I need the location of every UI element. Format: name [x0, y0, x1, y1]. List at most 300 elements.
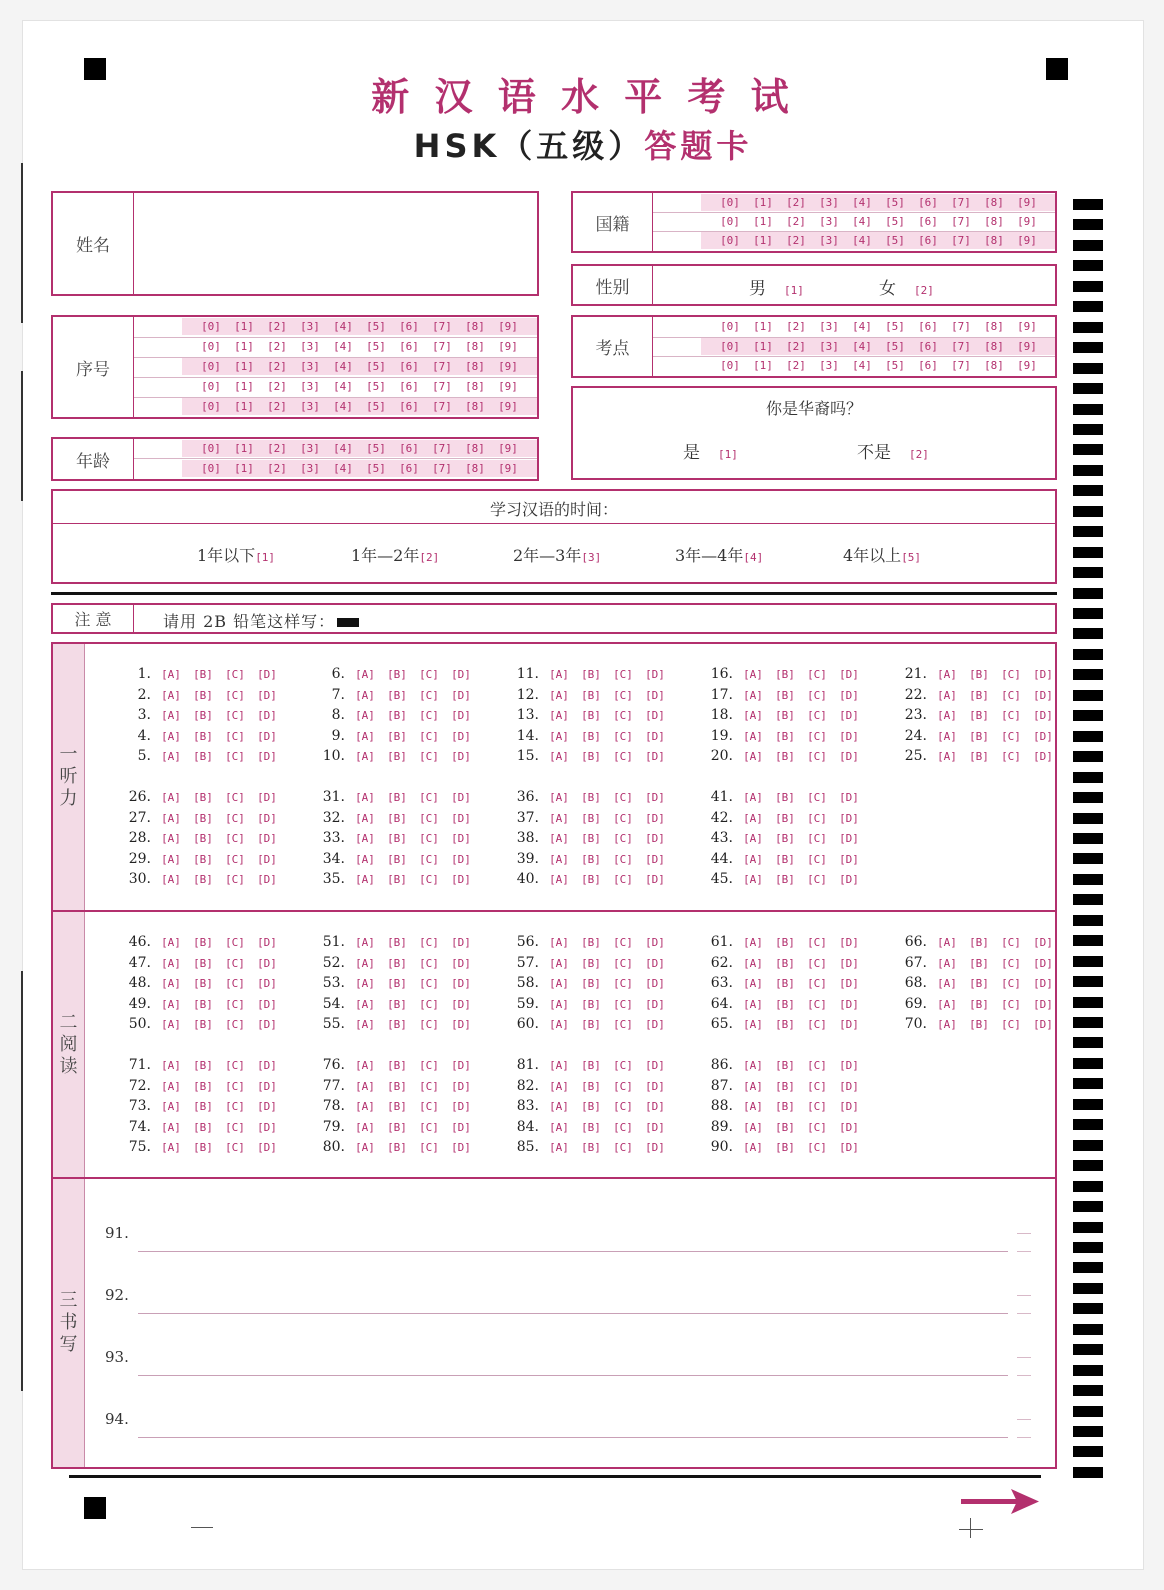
writing-item-93[interactable] — [105, 1347, 1055, 1377]
answer-bubble-35-c[interactable]: [C] — [419, 873, 439, 887]
answer-bubble-84-b[interactable]: [B] — [581, 1120, 601, 1134]
gender-female[interactable]: 女 [2] — [879, 279, 934, 299]
answer-bubble-56-c[interactable]: [C] — [613, 936, 633, 949]
answer-bubble-39-a[interactable]: [A] — [549, 852, 569, 866]
answer-bubble-10-a[interactable]: [A] — [355, 750, 375, 764]
answer-bubble-43-d[interactable]: [D] — [839, 832, 859, 846]
answer-bubble-35-a[interactable]: [A] — [355, 873, 375, 887]
answer-bubble-87-c[interactable]: [C] — [807, 1079, 827, 1093]
answer-bubble-2-c[interactable]: [C] — [225, 688, 245, 702]
answer-bubble-50-a[interactable]: [A] — [161, 1018, 181, 1032]
answer-bubble-36-a[interactable]: [A] — [549, 791, 569, 804]
answer-bubble-47-b[interactable]: [B] — [193, 956, 213, 970]
answer-bubble-18-a[interactable]: [A] — [743, 709, 763, 723]
answer-bubble-26-c[interactable]: [C] — [225, 791, 245, 804]
digit-row[interactable]: [0] [1] [2] [3] [4] [5] [6] [7] [8] [9] — [201, 320, 518, 333]
answer-bubble-58-b[interactable]: [B] — [581, 977, 601, 991]
answer-bubble-16-d[interactable]: [D] — [839, 668, 859, 681]
answer-bubble-31-d[interactable]: [D] — [451, 791, 471, 804]
answer-bubble-16-a[interactable]: [A] — [743, 668, 763, 681]
answer-bubble-33-c[interactable]: [C] — [419, 832, 439, 846]
answer-bubble-77-c[interactable]: [C] — [419, 1079, 439, 1093]
answer-bubble-60-d[interactable]: [D] — [645, 1018, 665, 1032]
digit-row[interactable]: [0] [1] [2] [3] [4] [5] [6] [7] [8] [9] — [201, 360, 518, 373]
answer-bubble-90-c[interactable]: [C] — [807, 1141, 827, 1155]
answer-bubble-69-d[interactable]: [D] — [1033, 997, 1053, 1011]
gender-male[interactable]: 男 [1] — [749, 279, 804, 299]
study-option-4[interactable]: 3年—4年[4] — [675, 546, 764, 565]
answer-bubble-15-c[interactable]: [C] — [613, 750, 633, 764]
answer-bubble-3-a[interactable]: [A] — [161, 709, 181, 723]
answer-bubble-59-d[interactable]: [D] — [645, 997, 665, 1011]
answer-bubble-65-b[interactable]: [B] — [775, 1018, 795, 1032]
answer-bubble-19-a[interactable]: [A] — [743, 729, 763, 743]
answer-bubble-37-b[interactable]: [B] — [581, 811, 601, 825]
answer-bubble-37-a[interactable]: [A] — [549, 811, 569, 825]
answer-bubble-69-c[interactable]: [C] — [1001, 997, 1021, 1011]
answer-bubble-19-d[interactable]: [D] — [839, 729, 859, 743]
answer-bubble-20-c[interactable]: [C] — [807, 750, 827, 764]
answer-bubble-53-a[interactable]: [A] — [355, 977, 375, 991]
answer-bubble-81-b[interactable]: [B] — [581, 1059, 601, 1072]
answer-bubble-83-a[interactable]: [A] — [549, 1100, 569, 1114]
answer-bubble-73-d[interactable]: [D] — [257, 1100, 277, 1114]
answer-bubble-51-d[interactable]: [D] — [451, 936, 471, 949]
answer-bubble-6-d[interactable]: [D] — [451, 668, 471, 681]
digit-row[interactable]: [0] [1] [2] [3] [4] [5] [6] [7] [8] [9] — [201, 400, 518, 413]
answer-bubble-75-c[interactable]: [C] — [225, 1141, 245, 1155]
answer-bubble-25-b[interactable]: [B] — [969, 750, 989, 764]
answer-bubble-66-a[interactable]: [A] — [937, 936, 957, 949]
answer-bubble-24-d[interactable]: [D] — [1033, 729, 1053, 743]
answer-bubble-86-c[interactable]: [C] — [807, 1059, 827, 1072]
answer-bubble-41-c[interactable]: [C] — [807, 791, 827, 804]
answer-bubble-34-c[interactable]: [C] — [419, 852, 439, 866]
answer-bubble-82-b[interactable]: [B] — [581, 1079, 601, 1093]
answer-bubble-76-b[interactable]: [B] — [387, 1059, 407, 1072]
answer-bubble-83-b[interactable]: [B] — [581, 1100, 601, 1114]
answer-bubble-70-b[interactable]: [B] — [969, 1018, 989, 1032]
answer-bubble-70-c[interactable]: [C] — [1001, 1018, 1021, 1032]
answer-bubble-28-d[interactable]: [D] — [257, 832, 277, 846]
answer-bubble-3-d[interactable]: [D] — [257, 709, 277, 723]
answer-bubble-76-a[interactable]: [A] — [355, 1059, 375, 1072]
answer-bubble-85-d[interactable]: [D] — [645, 1141, 665, 1155]
answer-bubble-21-c[interactable]: [C] — [1001, 668, 1021, 681]
answer-bubble-7-d[interactable]: [D] — [451, 688, 471, 702]
answer-bubble-80-d[interactable]: [D] — [451, 1141, 471, 1155]
writing-item-92[interactable] — [105, 1285, 1055, 1315]
answer-bubble-88-d[interactable]: [D] — [839, 1100, 859, 1114]
answer-bubble-48-a[interactable]: [A] — [161, 977, 181, 991]
answer-bubble-44-a[interactable]: [A] — [743, 852, 763, 866]
answer-bubble-68-d[interactable]: [D] — [1033, 977, 1053, 991]
answer-bubble-85-a[interactable]: [A] — [549, 1141, 569, 1155]
answer-bubble-19-b[interactable]: [B] — [775, 729, 795, 743]
answer-bubble-38-a[interactable]: [A] — [549, 832, 569, 846]
answer-bubble-37-d[interactable]: [D] — [645, 811, 665, 825]
answer-bubble-32-d[interactable]: [D] — [451, 811, 471, 825]
answer-bubble-43-a[interactable]: [A] — [743, 832, 763, 846]
answer-bubble-43-c[interactable]: [C] — [807, 832, 827, 846]
answer-bubble-63-a[interactable]: [A] — [743, 977, 763, 991]
answer-bubble-50-d[interactable]: [D] — [257, 1018, 277, 1032]
answer-bubble-70-d[interactable]: [D] — [1033, 1018, 1053, 1032]
answer-bubble-15-d[interactable]: [D] — [645, 750, 665, 764]
answer-bubble-20-d[interactable]: [D] — [839, 750, 859, 764]
answer-bubble-20-b[interactable]: [B] — [775, 750, 795, 764]
answer-bubble-89-a[interactable]: [A] — [743, 1120, 763, 1134]
answer-bubble-47-d[interactable]: [D] — [257, 956, 277, 970]
answer-bubble-30-d[interactable]: [D] — [257, 873, 277, 887]
answer-bubble-69-a[interactable]: [A] — [937, 997, 957, 1011]
answer-bubble-16-c[interactable]: [C] — [807, 668, 827, 681]
answer-bubble-54-c[interactable]: [C] — [419, 997, 439, 1011]
answer-bubble-62-a[interactable]: [A] — [743, 956, 763, 970]
answer-bubble-41-a[interactable]: [A] — [743, 791, 763, 804]
writing-item-94[interactable] — [105, 1409, 1055, 1439]
answer-bubble-79-c[interactable]: [C] — [419, 1120, 439, 1134]
answer-bubble-82-d[interactable]: [D] — [645, 1079, 665, 1093]
answer-bubble-38-d[interactable]: [D] — [645, 832, 665, 846]
answer-bubble-2-a[interactable]: [A] — [161, 688, 181, 702]
answer-bubble-84-c[interactable]: [C] — [613, 1120, 633, 1134]
answer-bubble-52-b[interactable]: [B] — [387, 956, 407, 970]
answer-bubble-48-b[interactable]: [B] — [193, 977, 213, 991]
answer-bubble-40-a[interactable]: [A] — [549, 873, 569, 887]
answer-bubble-7-b[interactable]: [B] — [387, 688, 407, 702]
answer-bubble-27-c[interactable]: [C] — [225, 811, 245, 825]
answer-bubble-42-c[interactable]: [C] — [807, 811, 827, 825]
answer-bubble-42-a[interactable]: [A] — [743, 811, 763, 825]
answer-bubble-78-b[interactable]: [B] — [387, 1100, 407, 1114]
answer-bubble-1-c[interactable]: [C] — [225, 668, 245, 681]
answer-bubble-25-c[interactable]: [C] — [1001, 750, 1021, 764]
answer-bubble-34-b[interactable]: [B] — [387, 852, 407, 866]
answer-bubble-77-a[interactable]: [A] — [355, 1079, 375, 1093]
answer-bubble-81-a[interactable]: [A] — [549, 1059, 569, 1072]
answer-bubble-36-c[interactable]: [C] — [613, 791, 633, 804]
answer-bubble-45-b[interactable]: [B] — [775, 873, 795, 887]
answer-bubble-51-a[interactable]: [A] — [355, 936, 375, 949]
answer-bubble-11-b[interactable]: [B] — [581, 668, 601, 681]
answer-bubble-9-c[interactable]: [C] — [419, 729, 439, 743]
answer-bubble-63-d[interactable]: [D] — [839, 977, 859, 991]
answer-bubble-60-c[interactable]: [C] — [613, 1018, 633, 1032]
answer-bubble-9-b[interactable]: [B] — [387, 729, 407, 743]
answer-bubble-87-a[interactable]: [A] — [743, 1079, 763, 1093]
answer-bubble-11-d[interactable]: [D] — [645, 668, 665, 681]
answer-bubble-81-c[interactable]: [C] — [613, 1059, 633, 1072]
answer-bubble-58-c[interactable]: [C] — [613, 977, 633, 991]
answer-bubble-87-b[interactable]: [B] — [775, 1079, 795, 1093]
answer-bubble-9-d[interactable]: [D] — [451, 729, 471, 743]
answer-bubble-81-d[interactable]: [D] — [645, 1059, 665, 1072]
answer-bubble-40-b[interactable]: [B] — [581, 873, 601, 887]
answer-bubble-12-a[interactable]: [A] — [549, 688, 569, 702]
answer-bubble-45-d[interactable]: [D] — [839, 873, 859, 887]
answer-bubble-15-a[interactable]: [A] — [549, 750, 569, 764]
answer-bubble-79-b[interactable]: [B] — [387, 1120, 407, 1134]
answer-bubble-8-b[interactable]: [B] — [387, 709, 407, 723]
answer-bubble-28-b[interactable]: [B] — [193, 832, 213, 846]
answer-bubble-27-a[interactable]: [A] — [161, 811, 181, 825]
answer-bubble-41-b[interactable]: [B] — [775, 791, 795, 804]
answer-bubble-72-d[interactable]: [D] — [257, 1079, 277, 1093]
answer-bubble-17-a[interactable]: [A] — [743, 688, 763, 702]
answer-bubble-28-c[interactable]: [C] — [225, 832, 245, 846]
digit-row[interactable]: [0] [1] [2] [3] [4] [5] [6] [7] [8] [9] — [720, 359, 1037, 372]
answer-bubble-78-c[interactable]: [C] — [419, 1100, 439, 1114]
answer-bubble-39-b[interactable]: [B] — [581, 852, 601, 866]
answer-bubble-62-d[interactable]: [D] — [839, 956, 859, 970]
answer-bubble-52-a[interactable]: [A] — [355, 956, 375, 970]
answer-bubble-73-b[interactable]: [B] — [193, 1100, 213, 1114]
answer-bubble-12-c[interactable]: [C] — [613, 688, 633, 702]
answer-bubble-70-a[interactable]: [A] — [937, 1018, 957, 1032]
answer-bubble-62-b[interactable]: [B] — [775, 956, 795, 970]
answer-bubble-17-c[interactable]: [C] — [807, 688, 827, 702]
answer-bubble-66-d[interactable]: [D] — [1033, 936, 1053, 949]
answer-bubble-84-a[interactable]: [A] — [549, 1120, 569, 1134]
answer-bubble-59-b[interactable]: [B] — [581, 997, 601, 1011]
answer-bubble-4-a[interactable]: [A] — [161, 729, 181, 743]
answer-bubble-21-d[interactable]: [D] — [1033, 668, 1053, 681]
name-input-area[interactable] — [134, 193, 537, 294]
answer-bubble-21-b[interactable]: [B] — [969, 668, 989, 681]
answer-bubble-14-b[interactable]: [B] — [581, 729, 601, 743]
answer-bubble-6-a[interactable]: [A] — [355, 668, 375, 681]
answer-bubble-64-c[interactable]: [C] — [807, 997, 827, 1011]
answer-bubble-16-b[interactable]: [B] — [775, 668, 795, 681]
answer-bubble-49-a[interactable]: [A] — [161, 997, 181, 1011]
answer-bubble-68-c[interactable]: [C] — [1001, 977, 1021, 991]
answer-bubble-80-a[interactable]: [A] — [355, 1141, 375, 1155]
answer-bubble-23-a[interactable]: [A] — [937, 709, 957, 723]
answer-bubble-58-a[interactable]: [A] — [549, 977, 569, 991]
answer-bubble-29-d[interactable]: [D] — [257, 852, 277, 866]
digit-row[interactable]: [0] [1] [2] [3] [4] [5] [6] [7] [8] [9] — [720, 215, 1037, 228]
answer-bubble-53-c[interactable]: [C] — [419, 977, 439, 991]
answer-bubble-86-d[interactable]: [D] — [839, 1059, 859, 1072]
answer-bubble-12-b[interactable]: [B] — [581, 688, 601, 702]
answer-bubble-7-a[interactable]: [A] — [355, 688, 375, 702]
answer-bubble-23-c[interactable]: [C] — [1001, 709, 1021, 723]
answer-bubble-85-b[interactable]: [B] — [581, 1141, 601, 1155]
answer-bubble-31-b[interactable]: [B] — [387, 791, 407, 804]
answer-bubble-90-d[interactable]: [D] — [839, 1141, 859, 1155]
answer-bubble-56-b[interactable]: [B] — [581, 936, 601, 949]
answer-bubble-64-b[interactable]: [B] — [775, 997, 795, 1011]
answer-bubble-86-a[interactable]: [A] — [743, 1059, 763, 1072]
answer-bubble-23-d[interactable]: [D] — [1033, 709, 1053, 723]
answer-bubble-46-a[interactable]: [A] — [161, 936, 181, 949]
answer-bubble-64-d[interactable]: [D] — [839, 997, 859, 1011]
answer-bubble-29-c[interactable]: [C] — [225, 852, 245, 866]
answer-bubble-30-b[interactable]: [B] — [193, 873, 213, 887]
answer-bubble-22-d[interactable]: [D] — [1033, 688, 1053, 702]
answer-bubble-35-b[interactable]: [B] — [387, 873, 407, 887]
answer-bubble-75-d[interactable]: [D] — [257, 1141, 277, 1155]
answer-bubble-68-b[interactable]: [B] — [969, 977, 989, 991]
answer-bubble-27-d[interactable]: [D] — [257, 811, 277, 825]
answer-bubble-37-c[interactable]: [C] — [613, 811, 633, 825]
answer-bubble-61-b[interactable]: [B] — [775, 936, 795, 949]
answer-bubble-54-d[interactable]: [D] — [451, 997, 471, 1011]
answer-bubble-66-b[interactable]: [B] — [969, 936, 989, 949]
study-option-2[interactable]: 1年—2年[2] — [351, 546, 440, 565]
answer-bubble-71-c[interactable]: [C] — [225, 1059, 245, 1072]
answer-bubble-44-d[interactable]: [D] — [839, 852, 859, 866]
heritage-yes[interactable]: 是 [1] — [683, 443, 738, 463]
answer-bubble-55-a[interactable]: [A] — [355, 1018, 375, 1032]
answer-bubble-83-d[interactable]: [D] — [645, 1100, 665, 1114]
answer-bubble-24-a[interactable]: [A] — [937, 729, 957, 743]
answer-bubble-8-a[interactable]: [A] — [355, 709, 375, 723]
answer-bubble-18-c[interactable]: [C] — [807, 709, 827, 723]
answer-bubble-39-d[interactable]: [D] — [645, 852, 665, 866]
answer-bubble-25-d[interactable]: [D] — [1033, 750, 1053, 764]
answer-bubble-50-c[interactable]: [C] — [225, 1018, 245, 1032]
answer-bubble-65-a[interactable]: [A] — [743, 1018, 763, 1032]
answer-bubble-34-d[interactable]: [D] — [451, 852, 471, 866]
answer-bubble-3-c[interactable]: [C] — [225, 709, 245, 723]
answer-bubble-35-d[interactable]: [D] — [451, 873, 471, 887]
answer-bubble-67-c[interactable]: [C] — [1001, 956, 1021, 970]
answer-bubble-56-d[interactable]: [D] — [645, 936, 665, 949]
answer-bubble-19-c[interactable]: [C] — [807, 729, 827, 743]
answer-bubble-6-c[interactable]: [C] — [419, 668, 439, 681]
answer-bubble-54-a[interactable]: [A] — [355, 997, 375, 1011]
answer-bubble-10-d[interactable]: [D] — [451, 750, 471, 764]
answer-bubble-61-c[interactable]: [C] — [807, 936, 827, 949]
answer-bubble-20-a[interactable]: [A] — [743, 750, 763, 764]
answer-bubble-49-c[interactable]: [C] — [225, 997, 245, 1011]
answer-bubble-79-a[interactable]: [A] — [355, 1120, 375, 1134]
digit-row[interactable]: [0] [1] [2] [3] [4] [5] [6] [7] [8] [9] — [720, 320, 1037, 333]
answer-bubble-89-d[interactable]: [D] — [839, 1120, 859, 1134]
answer-bubble-76-d[interactable]: [D] — [451, 1059, 471, 1072]
answer-bubble-88-c[interactable]: [C] — [807, 1100, 827, 1114]
answer-bubble-14-a[interactable]: [A] — [549, 729, 569, 743]
answer-bubble-46-d[interactable]: [D] — [257, 936, 277, 949]
answer-bubble-26-a[interactable]: [A] — [161, 791, 181, 804]
answer-bubble-63-c[interactable]: [C] — [807, 977, 827, 991]
answer-bubble-36-d[interactable]: [D] — [645, 791, 665, 804]
answer-bubble-60-b[interactable]: [B] — [581, 1018, 601, 1032]
answer-bubble-84-d[interactable]: [D] — [645, 1120, 665, 1134]
answer-bubble-33-a[interactable]: [A] — [355, 832, 375, 846]
answer-bubble-22-b[interactable]: [B] — [969, 688, 989, 702]
answer-bubble-18-d[interactable]: [D] — [839, 709, 859, 723]
answer-bubble-68-a[interactable]: [A] — [937, 977, 957, 991]
answer-bubble-21-a[interactable]: [A] — [937, 668, 957, 681]
answer-bubble-36-b[interactable]: [B] — [581, 791, 601, 804]
answer-bubble-30-c[interactable]: [C] — [225, 873, 245, 887]
answer-bubble-43-b[interactable]: [B] — [775, 832, 795, 846]
digit-row[interactable]: [0] [1] [2] [3] [4] [5] [6] [7] [8] [9] — [201, 380, 518, 393]
digit-row[interactable]: [0] [1] [2] [3] [4] [5] [6] [7] [8] [9] — [720, 340, 1037, 353]
answer-bubble-72-a[interactable]: [A] — [161, 1079, 181, 1093]
answer-bubble-6-b[interactable]: [B] — [387, 668, 407, 681]
answer-bubble-42-d[interactable]: [D] — [839, 811, 859, 825]
digit-row[interactable]: [0] [1] [2] [3] [4] [5] [6] [7] [8] [9] — [201, 462, 518, 475]
answer-bubble-73-a[interactable]: [A] — [161, 1100, 181, 1114]
answer-bubble-85-c[interactable]: [C] — [613, 1141, 633, 1155]
answer-bubble-59-a[interactable]: [A] — [549, 997, 569, 1011]
answer-bubble-78-a[interactable]: [A] — [355, 1100, 375, 1114]
answer-bubble-79-d[interactable]: [D] — [451, 1120, 471, 1134]
answer-bubble-13-b[interactable]: [B] — [581, 709, 601, 723]
answer-bubble-47-c[interactable]: [C] — [225, 956, 245, 970]
answer-bubble-26-b[interactable]: [B] — [193, 791, 213, 804]
digit-row[interactable]: [0] [1] [2] [3] [4] [5] [6] [7] [8] [9] — [201, 340, 518, 353]
answer-bubble-24-c[interactable]: [C] — [1001, 729, 1021, 743]
answer-bubble-55-c[interactable]: [C] — [419, 1018, 439, 1032]
answer-bubble-13-c[interactable]: [C] — [613, 709, 633, 723]
answer-bubble-18-b[interactable]: [B] — [775, 709, 795, 723]
answer-bubble-82-c[interactable]: [C] — [613, 1079, 633, 1093]
answer-bubble-14-d[interactable]: [D] — [645, 729, 665, 743]
answer-bubble-42-b[interactable]: [B] — [775, 811, 795, 825]
answer-bubble-40-c[interactable]: [C] — [613, 873, 633, 887]
answer-bubble-10-b[interactable]: [B] — [387, 750, 407, 764]
answer-bubble-49-d[interactable]: [D] — [257, 997, 277, 1011]
heritage-no[interactable]: 不是 [2] — [857, 443, 929, 463]
answer-bubble-48-d[interactable]: [D] — [257, 977, 277, 991]
answer-bubble-15-b[interactable]: [B] — [581, 750, 601, 764]
answer-bubble-52-c[interactable]: [C] — [419, 956, 439, 970]
answer-bubble-4-b[interactable]: [B] — [193, 729, 213, 743]
answer-bubble-45-a[interactable]: [A] — [743, 873, 763, 887]
answer-bubble-22-c[interactable]: [C] — [1001, 688, 1021, 702]
answer-bubble-73-c[interactable]: [C] — [225, 1100, 245, 1114]
answer-bubble-86-b[interactable]: [B] — [775, 1059, 795, 1072]
answer-bubble-33-b[interactable]: [B] — [387, 832, 407, 846]
answer-bubble-56-a[interactable]: [A] — [549, 936, 569, 949]
answer-bubble-5-b[interactable]: [B] — [193, 750, 213, 764]
answer-bubble-64-a[interactable]: [A] — [743, 997, 763, 1011]
answer-bubble-77-d[interactable]: [D] — [451, 1079, 471, 1093]
study-option-1[interactable]: 1年以下[1] — [197, 546, 276, 565]
answer-bubble-23-b[interactable]: [B] — [969, 709, 989, 723]
answer-bubble-8-c[interactable]: [C] — [419, 709, 439, 723]
digit-row[interactable]: [0] [1] [2] [3] [4] [5] [6] [7] [8] [9] — [201, 442, 518, 455]
answer-bubble-74-b[interactable]: [B] — [193, 1120, 213, 1134]
answer-bubble-1-d[interactable]: [D] — [257, 668, 277, 681]
answer-bubble-65-d[interactable]: [D] — [839, 1018, 859, 1032]
answer-bubble-34-a[interactable]: [A] — [355, 852, 375, 866]
answer-bubble-47-a[interactable]: [A] — [161, 956, 181, 970]
answer-bubble-32-a[interactable]: [A] — [355, 811, 375, 825]
answer-bubble-31-a[interactable]: [A] — [355, 791, 375, 804]
answer-bubble-55-d[interactable]: [D] — [451, 1018, 471, 1032]
answer-bubble-71-b[interactable]: [B] — [193, 1059, 213, 1072]
answer-bubble-87-d[interactable]: [D] — [839, 1079, 859, 1093]
study-option-3[interactable]: 2年—3年[3] — [513, 546, 602, 565]
answer-bubble-29-a[interactable]: [A] — [161, 852, 181, 866]
answer-bubble-57-d[interactable]: [D] — [645, 956, 665, 970]
answer-bubble-31-c[interactable]: [C] — [419, 791, 439, 804]
answer-bubble-90-a[interactable]: [A] — [743, 1141, 763, 1155]
answer-bubble-32-b[interactable]: [B] — [387, 811, 407, 825]
answer-bubble-59-c[interactable]: [C] — [613, 997, 633, 1011]
answer-bubble-1-b[interactable]: [B] — [193, 668, 213, 681]
answer-bubble-13-a[interactable]: [A] — [549, 709, 569, 723]
answer-bubble-9-a[interactable]: [A] — [355, 729, 375, 743]
answer-bubble-2-b[interactable]: [B] — [193, 688, 213, 702]
answer-bubble-54-b[interactable]: [B] — [387, 997, 407, 1011]
